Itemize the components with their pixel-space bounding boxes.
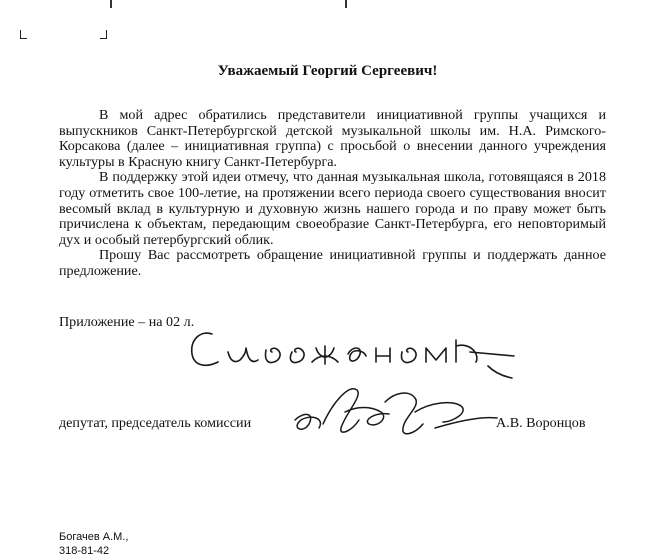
signature: [285, 372, 500, 452]
paragraph: В поддержку этой идеи отмечу, что данная музыкальная школа, готовящаяся в 2018 году отметить свое 100-летие, на протяжении всего периода своего существования вносит весомый вклад в культурную и духовную жизнь нашего города и по праву может быть причислена к объектам, передающим своеобразие Санкт-Петербурга, его неповторимый дух и особый петербургский облик.: [59, 169, 606, 248]
margin-mark-tick: [110, 0, 112, 8]
letter-body: [59, 108, 606, 280]
salutation: Уважаемый Георгий Сергеевич!: [217, 63, 438, 79]
margin-mark-right: [100, 30, 107, 39]
signer-position: депутат, председатель комиссии: [59, 415, 252, 431]
signer-name: А.В. Воронцов: [496, 415, 586, 431]
margin-mark-left: [20, 30, 27, 39]
executor-info: [59, 530, 128, 558]
attachment-note: Приложение – на 02 л.: [59, 314, 195, 330]
paragraph: Прошу Вас рассмотреть обращение инициативной группы и поддержать данное предложение.: [59, 247, 606, 279]
margin-mark-tick: [345, 0, 347, 8]
executor-name: Богачев А.М.,: [59, 531, 129, 543]
paragraph: В мой адрес обратились представители инициативной группы учащихся и выпускников Санкт-Петербургской детской музыкальной школы им. Н.А. Римского-Корсакова (далее – инициативная группа) с просьбой о внесении данного учреждения культуры в Красную книгу Санкт-Петербурга.: [59, 107, 606, 170]
executor-phone: 318-81-42: [59, 545, 110, 557]
